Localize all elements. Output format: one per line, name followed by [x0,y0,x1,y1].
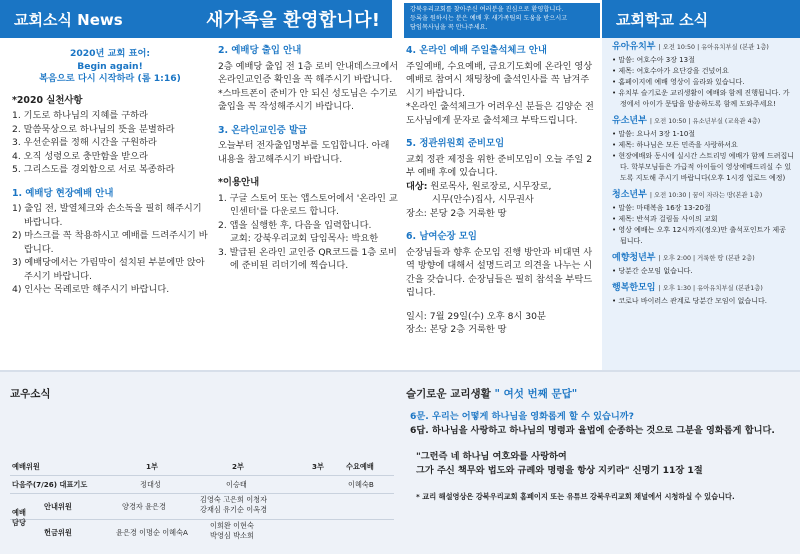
online-id-guide: 3. 온라인교인증 발급 오늘부터 전자출입명부를 도입합니다. 아래 내용을 참고해주시기 바랍니다. [218,124,390,165]
leader-meeting: 6. 남여순장 모임 순장님들과 향후 순모임 진행 방안과 비대면 사역 방향에 대해서 설명드리고 의견을 나누는 시간을 갖습니다. 순장님들은 필히 참석을 부탁드립니다. 일시: 7월 29일(수) 오후 8시 30분 장소: 본당 2층 거룩한 땅 [406,231,593,335]
welcome-title: 새가족을 환영합니다! [206,10,381,31]
column-news-1 [12,44,208,307]
church-school-panel [602,38,800,370]
church-motto: 2020년 교회 표어: Begin again! 복음으로 다시 시작하라 (롬 1:16) [39,48,181,84]
catechism-question: 6문. 우리는 어떻게 하나님을 영화롭게 할 수 있습니까? [410,411,634,422]
worship-staff-table [10,458,394,546]
school-group-happy: 행복한모임 | 오후 1:30 | 유아유치부실 (본관1층) • 코로나 바이러스 관계로 당분간 모임이 없습니다. [612,283,767,305]
school-group-youth: 청소년부 | 오전 10:30 | 꿈이 자라는 땅(본관 1층) • 말씀: 마태복음 16장 13-20절 • 제목: 반석과 걸림돌 사이의 교회 • 영상 예배는 오후 12시까지(정오)만 출석포인트가 제공 됩니다. [612,190,786,245]
school-title: 교회학교 소식 [616,11,709,29]
catechism-title: 슬기로운 교리생활 " 여섯 번째 문답" [406,388,578,400]
catechism-content [410,410,794,504]
staff-usher-row: 예배 담당 안내위원 양경자 윤은경 김영숙 고은희 이청자 강재심 유기순 이옥경 [10,494,394,520]
school-group-young-adult: 예향청년부 | 오후 2:00 | 거룩한 땅 (본관 2층) • 당분간 순모임 없습니다. [612,253,755,275]
entry-guide: 2. 예배당 출입 안내 2층 예배당 출입 전 1층 로비 안내데스크에서 온라인교인증 확인을 꼭 해주시기 바랍니다. *스마트폰이 준비가 안 되신 성도님은 수기로 출입을 꼭 작성해주시기 바랍니다. [218,45,399,112]
catechism-footnote: * 교리 해설영상은 강북우리교회 홈페이지 또는 유튜브 강북우리교회 채널에서 시청하실 수 있습니다. [416,492,735,501]
school-group-children: 유소년부 | 오전 10:50 | 유소년부실 (교육관 4층) • 말씀: 요나서 3장 1-10절 • 제목: 하나님은 모든 민족을 사랑하셔요 • 현장예배와 동시에 실시간 스트리밍 예배가 함께 드려집니다. 학부모님들은 가급적 아이들이 영상예배드리실 수 있도록 지도해 주시기 바랍니다(오후 1시경 업로드 예정) [612,116,794,182]
school-group-preschool: 유아유치부 | 오전 10:50 | 유아유치부실 (본관 1층) • 말씀: 여호수아 3장 13절 • 제목: 여호수아가 요단강을 건넜어요 • 홈페이지에 예배 영상이 올라와 있습니다. • 유치부 슬기로운 교리생활이 예배와 함께 진행됩니다. 가정에서 아이가 문답을 암송하도록 함께 도와주세요! [612,42,790,108]
staff-prayer-row: 다음주(7/26) 대표기도 정대성 이승태 이혜숙B [10,476,394,494]
staff-header-row: 예배위원 1부 2부 3부 수요예배 [10,458,394,476]
worship-guide: 1. 예배당 현장예배 안내 1) 출입 전, 발열체크와 손소독을 필히 해주시기 바랍니다. 2) 마스크를 꼭 착용하시고 예배를 드려주시기 바랍니다. 3) 예배당에서는 가림막이 설치된 부분에만 앉아 주시기 바랍니다. 4) 인사는 목례로만 해주시기 바랍니다. [12,187,208,295]
news-title: 교회소식 News [14,11,123,29]
staff-offering-row: 헌금위원 윤은경 이명순 이혜숙A 이희완 이현숙 박영심 박소희 [44,521,254,540]
catechism-answer: 6답. 하나님을 사랑하고 하나님의 명령과 율법에 순종하는 것으로 그분을 영화롭게 합니다. [410,425,775,436]
newcomer-notice: 강북우리교회를 찾아주신 여러분을 진심으로 환영합니다. 등록을 원하시는 분은 예배 후 새가족팀의 도움을 받으시고 담임목사님을 꼭 만나주세요. [404,3,600,38]
practice-list: *2020 실천사항 1. 기도로 하나님의 지혜를 구하라 2. 말씀묵상으로 하나님의 뜻을 분별하라 3. 우선순위를 정해 시간을 구원하라 4. 오직 성령으로 충만함을 받으라 5. 그리스도를 경외함으로 서로 복종하라 [12,94,175,175]
scripture-quote: "그런즉 네 하나님 여호와를 사랑하여 그가 주신 책무와 법도와 규례와 명령을 항상 지키라" 신명기 11장 1절 [416,451,703,476]
constitution-meeting: 5. 정관위원회 준비모임 교회 정관 제정을 위한 준비모임이 오늘 주일 2부 예배 후에 있습니다. 대상: 원로목사, 원로장로, 시무장로, 시무(안수)집사, 시무권사 장소: 본당 2층 거룩한 땅 [406,138,593,219]
column-news-3 [406,44,598,347]
usage-guide: *이용안내 1. 구글 스토어 또는 앱스토어에서 '온라인 교인센터'를 다운로드 합니다. 2. 앱을 실행한 후, 다음을 입력합니다. 교회: 강북우리교회 담임목사: 박요한 3. 발급된 온라인 교인증 QR코드를 1층 로비에 준비된 리더기에 찍습니다. [218,177,398,271]
school-header-bar [602,0,800,38]
column-news-2 [218,44,400,283]
staff-title: 교우소식 [10,388,51,400]
online-attendance: 4. 온라인 예배 주일출석체크 안내 주일예배, 수요예배, 금요기도회에 온라인 영상예배로 참여시 채팅창에 출석인사를 꼭 남겨주시기 바랍니다. *온라인 출석체크가 어려우신 분들은 김양순 전도사님에게 문자로 출석체크 부탁드립니다. [406,45,594,126]
news-header-bar [0,0,392,38]
